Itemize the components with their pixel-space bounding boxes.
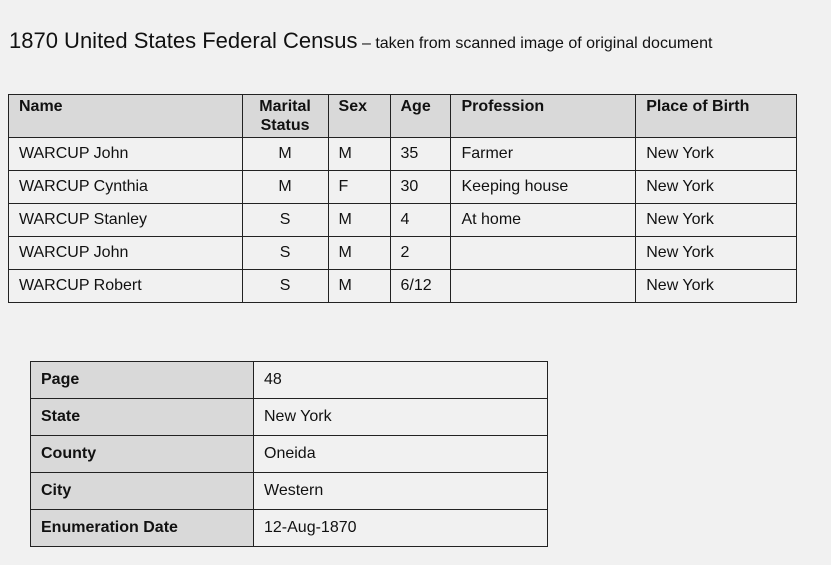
cell-age: 2 — [390, 237, 451, 270]
detail-row-page — [31, 362, 548, 399]
table-row — [9, 270, 797, 303]
title-main: 1870 United States Federal Census — [9, 28, 358, 53]
page-title — [9, 28, 712, 54]
cell-place-of-birth: New York — [636, 270, 797, 303]
record-details-table — [30, 361, 548, 547]
header-marital-status: Marital Status — [242, 95, 328, 138]
detail-row-city — [31, 473, 548, 510]
header-place-of-birth: Place of Birth — [636, 95, 797, 138]
header-profession: Profession — [451, 95, 636, 138]
detail-value: Western — [254, 473, 548, 510]
cell-profession: Farmer — [451, 138, 636, 171]
cell-marital-status: S — [242, 204, 328, 237]
cell-name: WARCUP Cynthia — [9, 171, 243, 204]
title-subtitle: – taken from scanned image of original document — [357, 35, 713, 52]
cell-place-of-birth: New York — [636, 237, 797, 270]
cell-profession — [451, 237, 636, 270]
table-row — [9, 204, 797, 237]
cell-age: 6/12 — [390, 270, 451, 303]
detail-value: 12-Aug-1870 — [254, 510, 548, 547]
cell-place-of-birth: New York — [636, 138, 797, 171]
cell-age: 4 — [390, 204, 451, 237]
header-name: Name — [9, 95, 243, 138]
header-sex: Sex — [328, 95, 390, 138]
cell-marital-status: M — [242, 138, 328, 171]
detail-label: Enumeration Date — [31, 510, 254, 547]
cell-place-of-birth: New York — [636, 204, 797, 237]
cell-name: WARCUP Robert — [9, 270, 243, 303]
detail-value: New York — [254, 399, 548, 436]
table-row — [9, 237, 797, 270]
detail-row-enumeration-date — [31, 510, 548, 547]
detail-label: Page — [31, 362, 254, 399]
cell-marital-status: S — [242, 270, 328, 303]
cell-name: WARCUP John — [9, 237, 243, 270]
table-row — [9, 138, 797, 171]
cell-profession: At home — [451, 204, 636, 237]
detail-value: 48 — [254, 362, 548, 399]
detail-label: City — [31, 473, 254, 510]
cell-sex: M — [328, 237, 390, 270]
cell-name: WARCUP Stanley — [9, 204, 243, 237]
census-header-row — [9, 95, 797, 138]
cell-marital-status: M — [242, 171, 328, 204]
detail-label: County — [31, 436, 254, 473]
cell-sex: M — [328, 138, 390, 171]
detail-value: Oneida — [254, 436, 548, 473]
cell-marital-status: S — [242, 237, 328, 270]
cell-age: 35 — [390, 138, 451, 171]
detail-row-county — [31, 436, 548, 473]
cell-place-of-birth: New York — [636, 171, 797, 204]
detail-label: State — [31, 399, 254, 436]
cell-sex: M — [328, 204, 390, 237]
census-table — [8, 94, 797, 303]
cell-name: WARCUP John — [9, 138, 243, 171]
cell-profession — [451, 270, 636, 303]
table-row — [9, 171, 797, 204]
header-age: Age — [390, 95, 451, 138]
detail-row-state — [31, 399, 548, 436]
cell-sex: F — [328, 171, 390, 204]
cell-profession: Keeping house — [451, 171, 636, 204]
cell-age: 30 — [390, 171, 451, 204]
cell-sex: M — [328, 270, 390, 303]
